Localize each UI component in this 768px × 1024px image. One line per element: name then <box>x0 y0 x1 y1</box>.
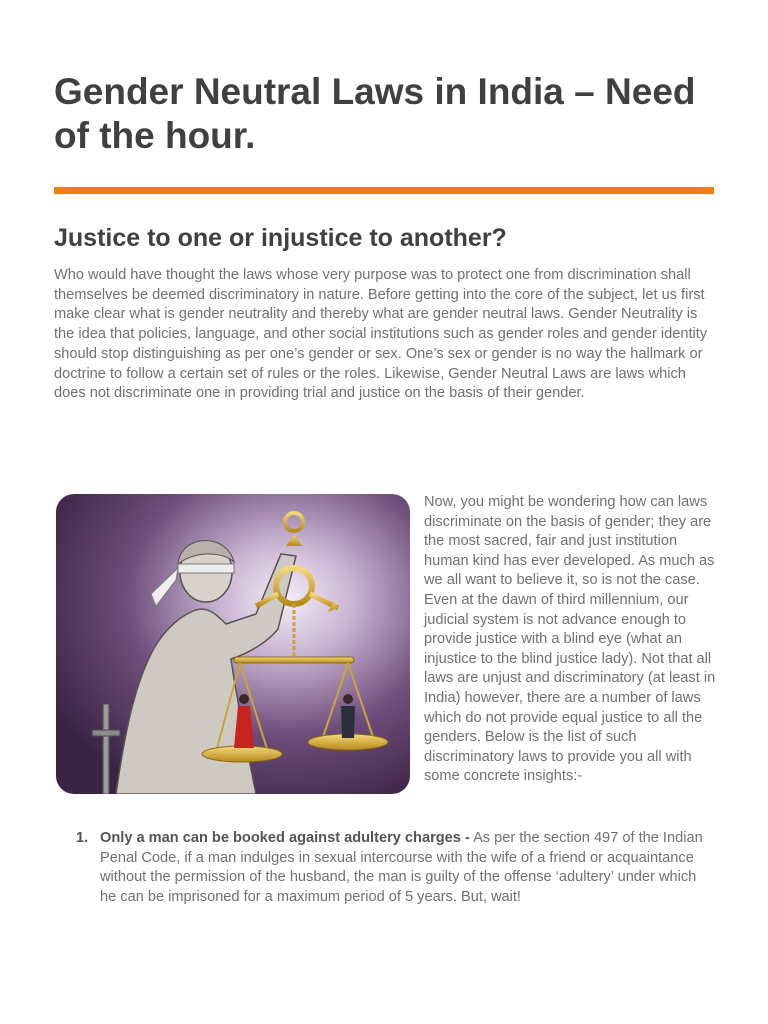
intro-paragraph: Who would have thought the laws whose very purpose was to protect one from discrimination shall themselves be deemed discriminatory in nature. Before getting into the core of the subject, let us first make clear what is gender neutrality and thereby what are gender neutral laws. Gender Neutrality is the idea that policies, language, and other social institutions such as gender roles and gender identity should stop distinguishing as per one’s gender or sex. One’s sex or gender is no way the hallmark or doctrine to follow a certain set of rules or the roles. Likewise, Gender Neutral Laws are laws which does not discriminate one in providing trial and justice on the basis of their gender. <box>54 267 708 402</box>
list-item-text: As per the section 497 of the Indian Penal Code, if a man indulges in sexual intercourse with the wife of a friend or acquaintance without the permission of the husband, the man is guilty of the offense ‘adultery’ under which he can be imprisoned for a maximum period of 5 years. But, wait! <box>100 830 703 905</box>
list-item-number: 1. <box>76 830 89 846</box>
lady-justice-icon <box>56 494 410 794</box>
list-item <box>54 829 714 907</box>
list-item-heading: Only a man can be booked against adultery charges - <box>100 830 470 846</box>
section-heading: Justice to one or injustice to another? <box>54 224 507 252</box>
lady-justice-illustration <box>56 494 410 794</box>
discriminatory-laws-list <box>54 829 714 907</box>
orange-divider <box>54 187 714 194</box>
article-title: Gender Neutral Laws in India – Need of the hour. <box>54 71 696 156</box>
side-paragraph: Now, you might be wondering how can laws discriminate on the basis of gender; they are the most sacred, fair and just institution human kind has ever developed. As much as we all want to believe it, so is not the case. Even at the dawn of third millennium, our judicial system is not advance enough to provide justice with a blind eye (what an injustice to the blind justice lady). Not that all laws are unjust and discriminatory (at least in India) however, there are a number of laws which do not provide equal justice to all the genders. Below is the list of such discriminatory laws to provide you all with some concrete insights:- <box>424 494 716 785</box>
